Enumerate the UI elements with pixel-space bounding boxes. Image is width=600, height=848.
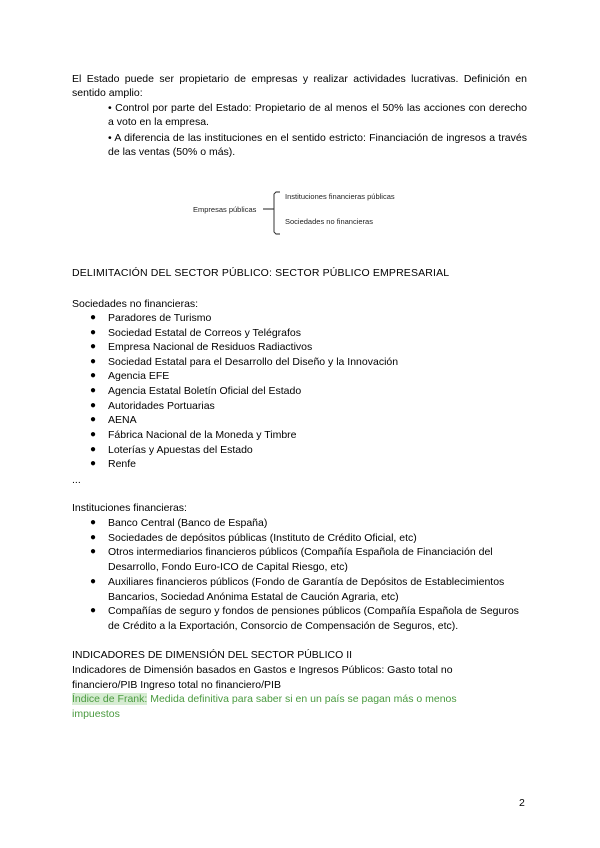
bullet-dot: ●: [90, 312, 97, 323]
bullet-dot: ●: [90, 370, 97, 381]
list-item: ● Agencia EFE: [90, 370, 170, 382]
bullet-dot: ●: [90, 444, 97, 455]
bullet-dot: ●: [90, 517, 97, 528]
page-number: 2: [519, 797, 525, 809]
diagram-branch-2: Sociedades no financieras: [285, 217, 373, 226]
indicadores-paragraph: Indicadores de Dimensión basados en Gastos e Ingresos Públicos: Gasto total no financiero/PIB Ingreso total no financiero/PIB: [72, 664, 453, 691]
bullet-dot: ●: [90, 341, 97, 352]
ellipsis: ...: [72, 474, 81, 486]
bullet-dot: ●: [90, 458, 97, 469]
frank-index-paragraph: [72, 692, 492, 721]
frank-index-definition: Medida definitiva para saber si en un país se pagan más o menos impuestos: [72, 693, 457, 720]
bullet-dot: ●: [90, 532, 97, 543]
list-item: ● Sociedades de depósitos públicas (Instituto de Crédito Oficial, etc): [90, 532, 417, 544]
section-heading-indicadores: INDICADORES DE DIMENSIÓN DEL SECTOR PÚBLICO II: [72, 649, 353, 661]
bullet-dot: ●: [90, 605, 97, 616]
bullet-dot: ●: [90, 327, 97, 338]
frank-index-highlight: Índice de Frank:: [72, 693, 148, 705]
list-item: ● Renfe: [90, 458, 137, 470]
list-item: ● AENA: [90, 414, 137, 426]
bullet-dot: ●: [90, 414, 97, 425]
list-item: ● Auxiliares financieros públicos (Fondo de Garantía de Depósitos de Establecimientos Bancarios, Sociedad Anónima Estatal de Caución Agraria, etc): [90, 576, 505, 603]
list-item: ● Autoridades Portuarias: [90, 400, 215, 412]
bullet-dot: ●: [90, 576, 97, 587]
diagram-branch-1: Instituciones financieras públicas: [285, 192, 395, 201]
sociedades-heading: Sociedades no financieras:: [72, 298, 199, 310]
bullet-dot: ●: [90, 429, 97, 440]
list-item: ● Fábrica Nacional de la Moneda y Timbre: [90, 429, 297, 441]
intro-paragraph: El Estado puede ser propietario de empresas y realizar actividades lucrativas. Definición en sentido amplio:: [72, 73, 527, 99]
bullet-dot: ●: [90, 356, 97, 367]
bullet-dot: ●: [90, 400, 97, 411]
list-item: ● Agencia Estatal Boletín Oficial del Estado: [90, 385, 302, 397]
diagram-root-label: Empresas públicas: [193, 205, 257, 214]
intro-bullet-1: • Control por parte del Estado: Propietario de al menos el 50% las acciones con derecho a voto en la empresa.: [108, 102, 527, 128]
list-item: ● Paradores de Turismo: [90, 312, 212, 324]
list-item: ● Empresa Nacional de Residuos Radiactivos: [90, 341, 313, 353]
bullet-dot: ●: [90, 385, 97, 396]
section-heading-delimitacion: DELIMITACIÓN DEL SECTOR PÚBLICO: SECTOR PÚBLICO EMPRESARIAL: [72, 267, 450, 279]
bullet-dot: ●: [90, 546, 97, 557]
list-item: ● Otros intermediarios financieros públicos (Compañía Española de Financiación del Desarrollo, Fondo Euro-ICO de Capital Riesgo, etc): [90, 546, 493, 573]
list-item: ● Compañías de seguro y fondos de pensiones públicos (Compañía Española de Seguros de Crédito a la Exportación, Consorcio de Compensación de Seguros, etc).: [90, 605, 519, 632]
list-item: ● Sociedad Estatal para el Desarrollo del Diseño y la Innovación: [90, 356, 399, 368]
diagram-bracket: [262, 190, 284, 236]
list-item: ● Loterías y Apuestas del Estado: [90, 444, 253, 456]
intro-bullet-2: • A diferencia de las instituciones en el sentido estricto: Financiación de ingresos a través de las ventas (50% o más).: [108, 132, 527, 158]
list-item: ● Sociedad Estatal de Correos y Telégrafos: [90, 327, 301, 339]
instituciones-heading: Instituciones financieras:: [72, 502, 187, 514]
list-item: ● Banco Central (Banco de España): [90, 517, 268, 529]
